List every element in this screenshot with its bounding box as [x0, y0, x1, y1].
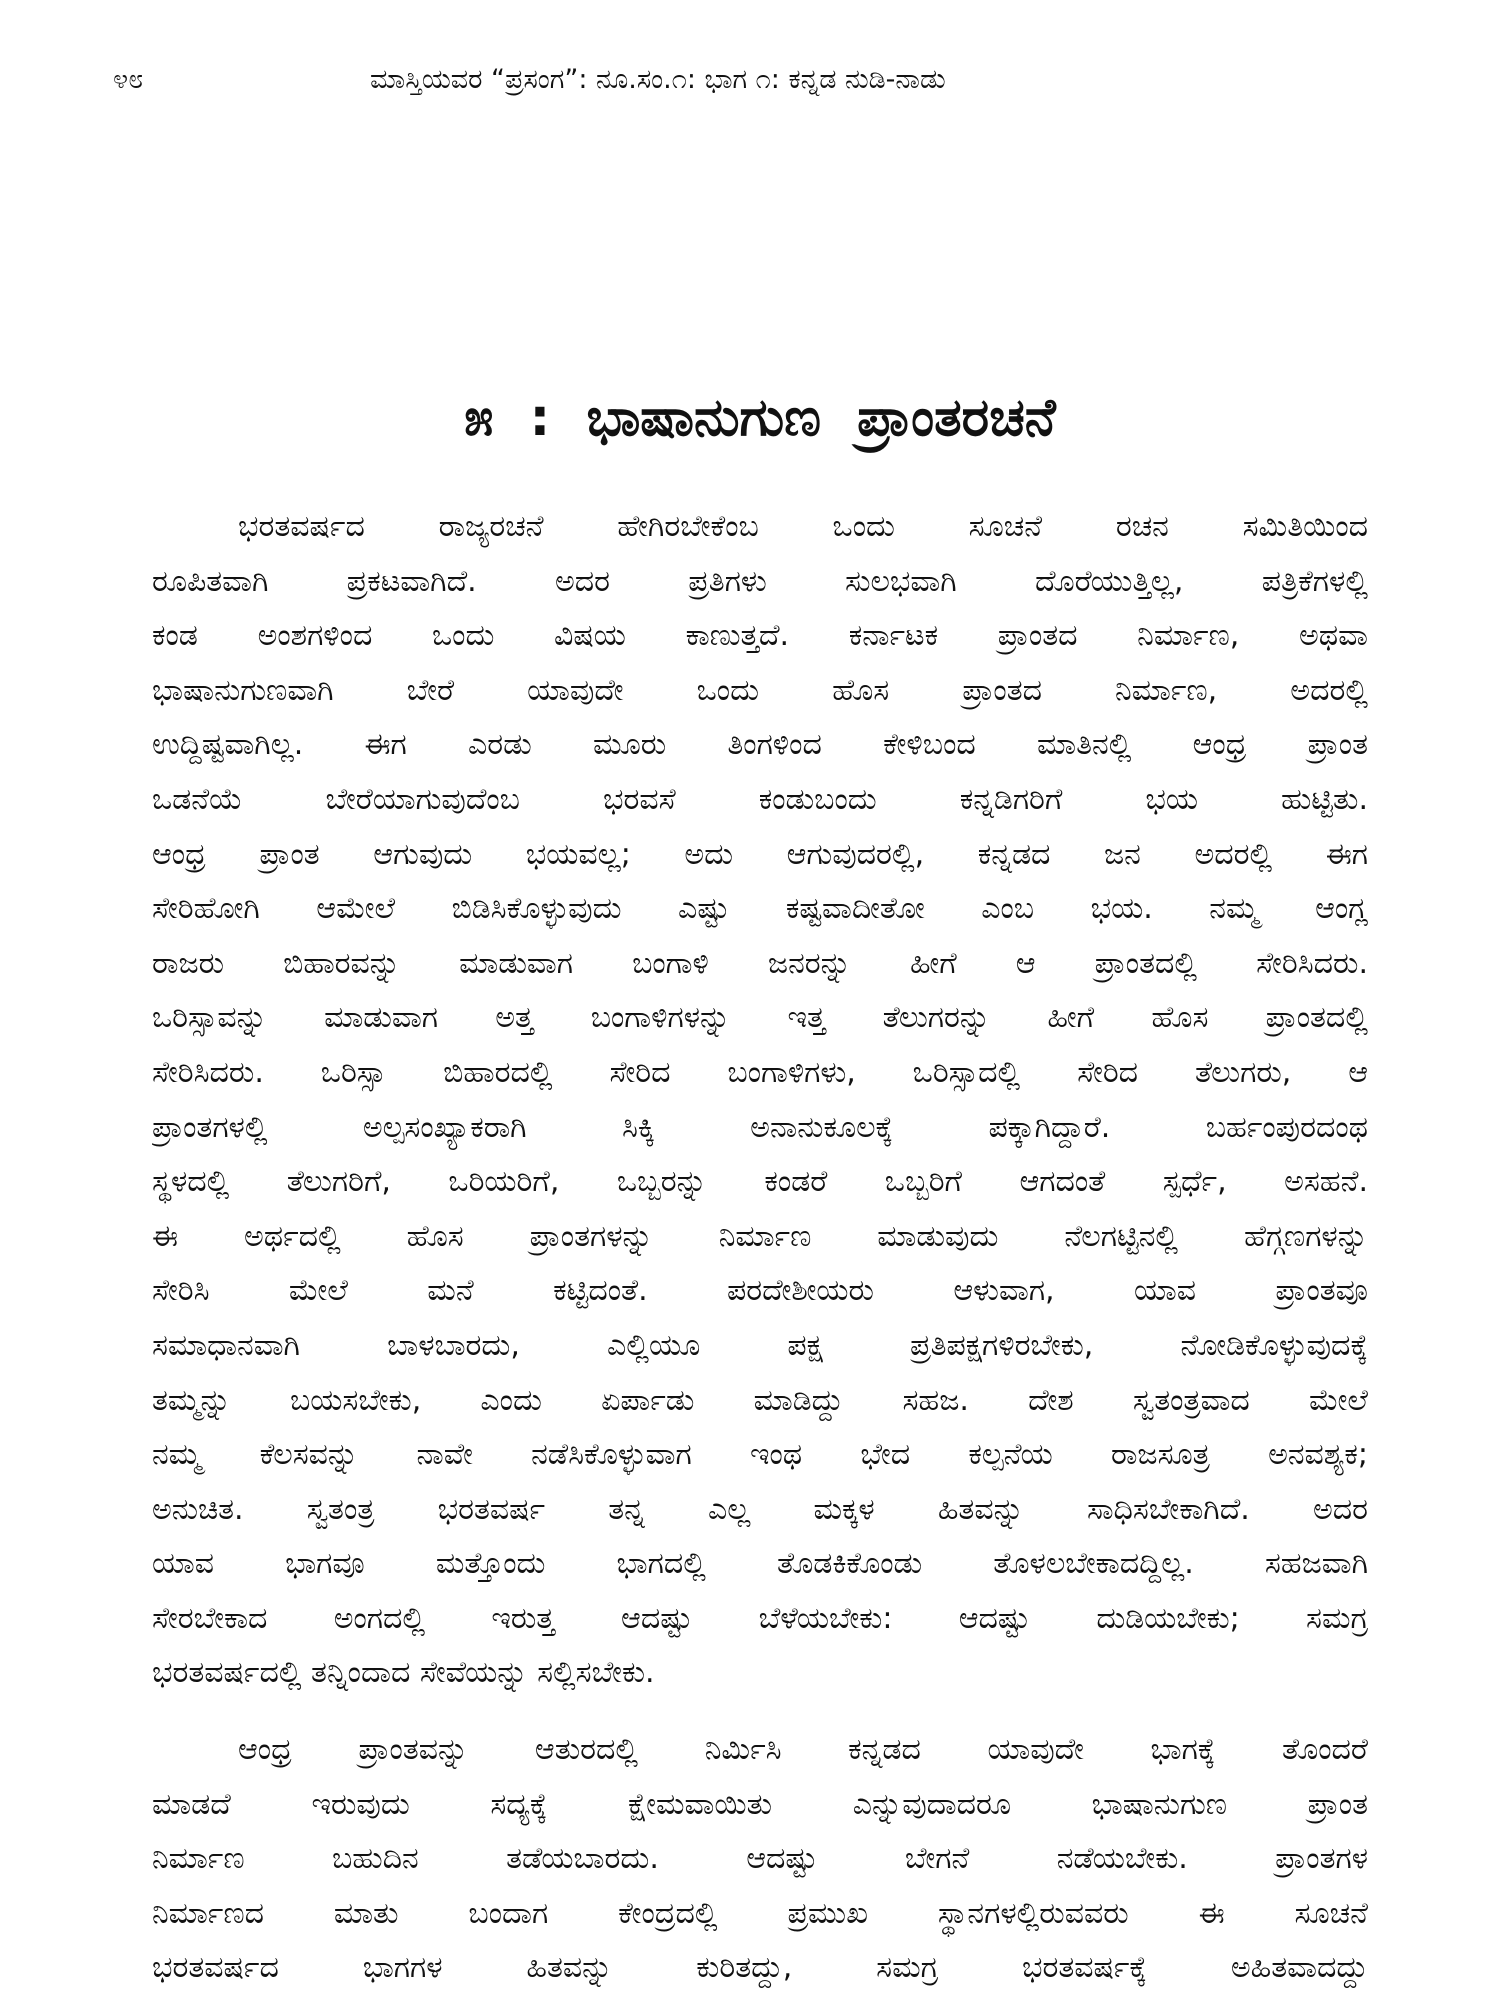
- body-line: ಅನುಚಿತ. ಸ್ವತಂತ್ರ ಭರತವರ್ಷ ತನ್ನ ಎಲ್ಲ ಮಕ್ಕಳ ಹಿತವನ್ನು ಸಾಧಿಸಬೇಕಾಗಿದೆ. ಅದರ: [152, 1491, 1368, 1527]
- running-header: ಮಾಸ್ತಿಯವರ “ಪ್ರಸಂಗ”: ನೂ.ಸಂ.೧: ಭಾಗ ೧: ಕನ್ನಡ ನುಡಿ-ನಾಡು: [370, 64, 946, 95]
- body-line: ಸಮಾಧಾನವಾಗಿ ಬಾಳಬಾರದು, ಎಲ್ಲಿಯೂ ಪಕ್ಷ ಪ್ರತಿಪಕ್ಷಗಳಿರಬೇಕು, ನೋಡಿಕೊಳ್ಳುವುದಕ್ಕೆ: [152, 1327, 1368, 1363]
- body-line: ನಿರ್ಮಾಣದ ಮಾತು ಬಂದಾಗ ಕೇಂದ್ರದಲ್ಲಿ ಪ್ರಮುಖ ಸ್ಥಾನಗಳಲ್ಲಿರುವವರು ಈ ಸೂಚನೆ: [152, 1895, 1368, 1931]
- page-number: ೪೮: [113, 64, 144, 95]
- body-line: ಭರತವರ್ಷದ ಭಾಗಗಳ ಹಿತವನ್ನು ಕುರಿತದ್ದು, ಸಮಗ್ರ ಭರತವರ್ಷಕ್ಕೆ ಅಹಿತವಾದದ್ದು: [152, 1950, 1368, 1986]
- chapter-heading: [360, 380, 1160, 456]
- body-line: ಸೇರಿಹೋಗಿ ಆಮೇಲೆ ಬಿಡಿಸಿಕೊಳ್ಳುವುದು ಎಷ್ಟು ಕಷ್ಟವಾದೀತೋ ಎಂಬ ಭಯ. ನಮ್ಮ ಆಂಗ್ಲ: [152, 891, 1368, 927]
- body-line: ಭರತವರ್ಷದಲ್ಲಿ ತನ್ನಿಂದಾದ ಸೇವೆಯನ್ನು ಸಲ್ಲಿಸಬೇಕು.: [152, 1655, 655, 1691]
- body-line: ರಾಜರು ಬಿಹಾರವನ್ನು ಮಾಡುವಾಗ ಬಂಗಾಳಿ ಜನರನ್ನು ಹೀಗೆ ಆ ಪ್ರಾಂತದಲ್ಲಿ ಸೇರಿಸಿದರು.: [152, 945, 1368, 981]
- body-line: ನಮ್ಮ ಕೆಲಸವನ್ನು ನಾವೇ ನಡೆಸಿಕೊಳ್ಳುವಾಗ ಇಂಥ ಭೇದ ಕಲ್ಪನೆಯ ರಾಜಸೂತ್ರ ಅನವಶ್ಯಕ;: [152, 1437, 1368, 1473]
- body-line: ಭಾಷಾನುಗುಣವಾಗಿ ಬೇರೆ ಯಾವುದೇ ಒಂದು ಹೊಸ ಪ್ರಾಂತದ ನಿರ್ಮಾಣ, ಅದರಲ್ಲಿ: [152, 672, 1368, 708]
- body-line: ಒಡನೆಯೆ ಬೇರೆಯಾಗುವುದೆಂಬ ಭರವಸೆ ಕಂಡುಬಂದು ಕನ್ನಡಿಗರಿಗೆ ಭಯ ಹುಟ್ಟಿತು.: [152, 781, 1368, 817]
- body-line: ಆಂಧ್ರ ಪ್ರಾಂತ ಆಗುವುದು ಭಯವಲ್ಲ; ಅದು ಆಗುವುದರಲ್ಲಿ, ಕನ್ನಡದ ಜನ ಅದರಲ್ಲಿ ಈಗ: [152, 836, 1368, 872]
- body-line: ಸೇರಬೇಕಾದ ಅಂಗದಲ್ಲಿ ಇರುತ್ತ ಆದಷ್ಟು ಬೆಳೆಯಬೇಕು: ಆದಷ್ಟು ದುಡಿಯಬೇಕು; ಸಮಗ್ರ: [152, 1600, 1368, 1636]
- chapter-title: ಭಾಷಾನುಗುಣ ಪ್ರಾಂತರಚನೆ: [586, 388, 1056, 448]
- paragraph: [152, 1723, 1368, 1996]
- chapter-number: ೫: [464, 388, 494, 448]
- body-line: ನಿರ್ಮಾಣ ಬಹುದಿನ ತಡೆಯಬಾರದು. ಆದಷ್ಟು ಬೇಗನೆ ನಡೆಯಬೇಕು. ಪ್ರಾಂತಗಳ: [152, 1841, 1368, 1877]
- body-line: ಆಂಧ್ರ ಪ್ರಾಂತವನ್ನು ಆತುರದಲ್ಲಿ ನಿರ್ಮಿಸಿ ಕನ್ನಡದ ಯಾವುದೇ ಭಾಗಕ್ಕೆ ತೊಂದರೆ: [238, 1732, 1368, 1767]
- chapter-separator: :: [529, 388, 551, 448]
- body-line: ಕಂಡ ಅಂಶಗಳಿಂದ ಒಂದು ವಿಷಯ ಕಾಣುತ್ತದೆ. ಕರ್ನಾಟಕ ಪ್ರಾಂತದ ನಿರ್ಮಾಣ, ಅಥವಾ: [152, 618, 1368, 654]
- body-line: ಮಾಡದೆ ಇರುವುದು ಸದ್ಯಕ್ಕೆ ಕ್ಷೇಮವಾಯಿತು ಎನ್ನುವುದಾದರೂ ಭಾಷಾನುಗುಣ ಪ್ರಾಂತ: [152, 1786, 1368, 1822]
- body-line: ಸ್ಥಳದಲ್ಲಿ ತೆಲುಗರಿಗೆ, ಒರಿಯರಿಗೆ, ಒಬ್ಬರನ್ನು ಕಂಡರೆ ಒಬ್ಬರಿಗೆ ಆಗದಂತೆ ಸ್ಪರ್ಧೆ, ಅಸಹನೆ.: [152, 1164, 1368, 1200]
- body-line: ಉದ್ದಿಷ್ಟವಾಗಿಲ್ಲ. ಈಗ ಎರಡು ಮೂರು ತಿಂಗಳಿಂದ ಕೇಳಿಬಂದ ಮಾತಿನಲ್ಲಿ ಆಂಧ್ರ ಪ್ರಾಂತ: [152, 727, 1368, 763]
- body-line: ಸೇರಿಸಿದರು. ಒರಿಸ್ಸಾ ಬಿಹಾರದಲ್ಲಿ ಸೇರಿದ ಬಂಗಾಳಿಗಳು, ಒರಿಸ್ಸಾದಲ್ಲಿ ಸೇರಿದ ತೆಲುಗರು, ಆ: [152, 1054, 1368, 1090]
- body-line: ಪ್ರಾಂತಗಳಲ್ಲಿ ಅಲ್ಪಸಂಖ್ಯಾಕರಾಗಿ ಸಿಕ್ಕಿ ಅನಾನುಕೂಲಕ್ಕೆ ಪಕ್ಕಾಗಿದ್ದಾರೆ. ಬರ್ಹಂಪುರದಂಥ: [152, 1109, 1368, 1145]
- body-line: ಸೇರಿಸಿ ಮೇಲೆ ಮನೆ ಕಟ್ಟಿದಂತೆ. ಪರದೇಶೀಯರು ಆಳುವಾಗ, ಯಾವ ಪ್ರಾಂತವೂ: [152, 1273, 1368, 1309]
- paragraph: [152, 500, 1368, 1701]
- body-line: ಒರಿಸ್ಸಾವನ್ನು ಮಾಡುವಾಗ ಅತ್ತ ಬಂಗಾಳಿಗಳನ್ನು ಇತ್ತ ತೆಲುಗರನ್ನು ಹೀಗೆ ಹೊಸ ಪ್ರಾಂತದಲ್ಲಿ: [152, 1000, 1368, 1036]
- body-line: ರೂಪಿತವಾಗಿ ಪ್ರಕಟವಾಗಿದೆ. ಅದರ ಪ್ರತಿಗಳು ಸುಲಭವಾಗಿ ದೊರೆಯುತ್ತಿಲ್ಲ, ಪತ್ರಿಕೆಗಳಲ್ಲಿ: [152, 563, 1368, 599]
- body-line: ಯಾವ ಭಾಗವೂ ಮತ್ತೊಂದು ಭಾಗದಲ್ಲಿ ತೊಡಕಿಕೊಂಡು ತೊಳಲಬೇಕಾದದ್ದಿಲ್ಲ. ಸಹಜವಾಗಿ: [152, 1546, 1368, 1582]
- body-line: ಭರತವರ್ಷದ ರಾಜ್ಯರಚನೆ ಹೇಗಿರಬೇಕೆಂಬ ಒಂದು ಸೂಚನೆ ರಚನ ಸಮಿತಿಯಿಂದ: [238, 509, 1368, 544]
- body-line: ಈ ಅರ್ಥದಲ್ಲಿ ಹೊಸ ಪ್ರಾಂತಗಳನ್ನು ನಿರ್ಮಾಣ ಮಾಡುವುದು ನೆಲಗಟ್ಟಿನಲ್ಲಿ ಹೆಗ್ಗಣಗಳನ್ನು: [152, 1218, 1368, 1254]
- body-line: ತಮ್ಮನ್ನು ಬಯಸಬೇಕು, ಎಂದು ಏರ್ಪಾಡು ಮಾಡಿದ್ದು ಸಹಜ. ದೇಶ ಸ್ವತಂತ್ರವಾದ ಮೇಲೆ: [152, 1382, 1368, 1418]
